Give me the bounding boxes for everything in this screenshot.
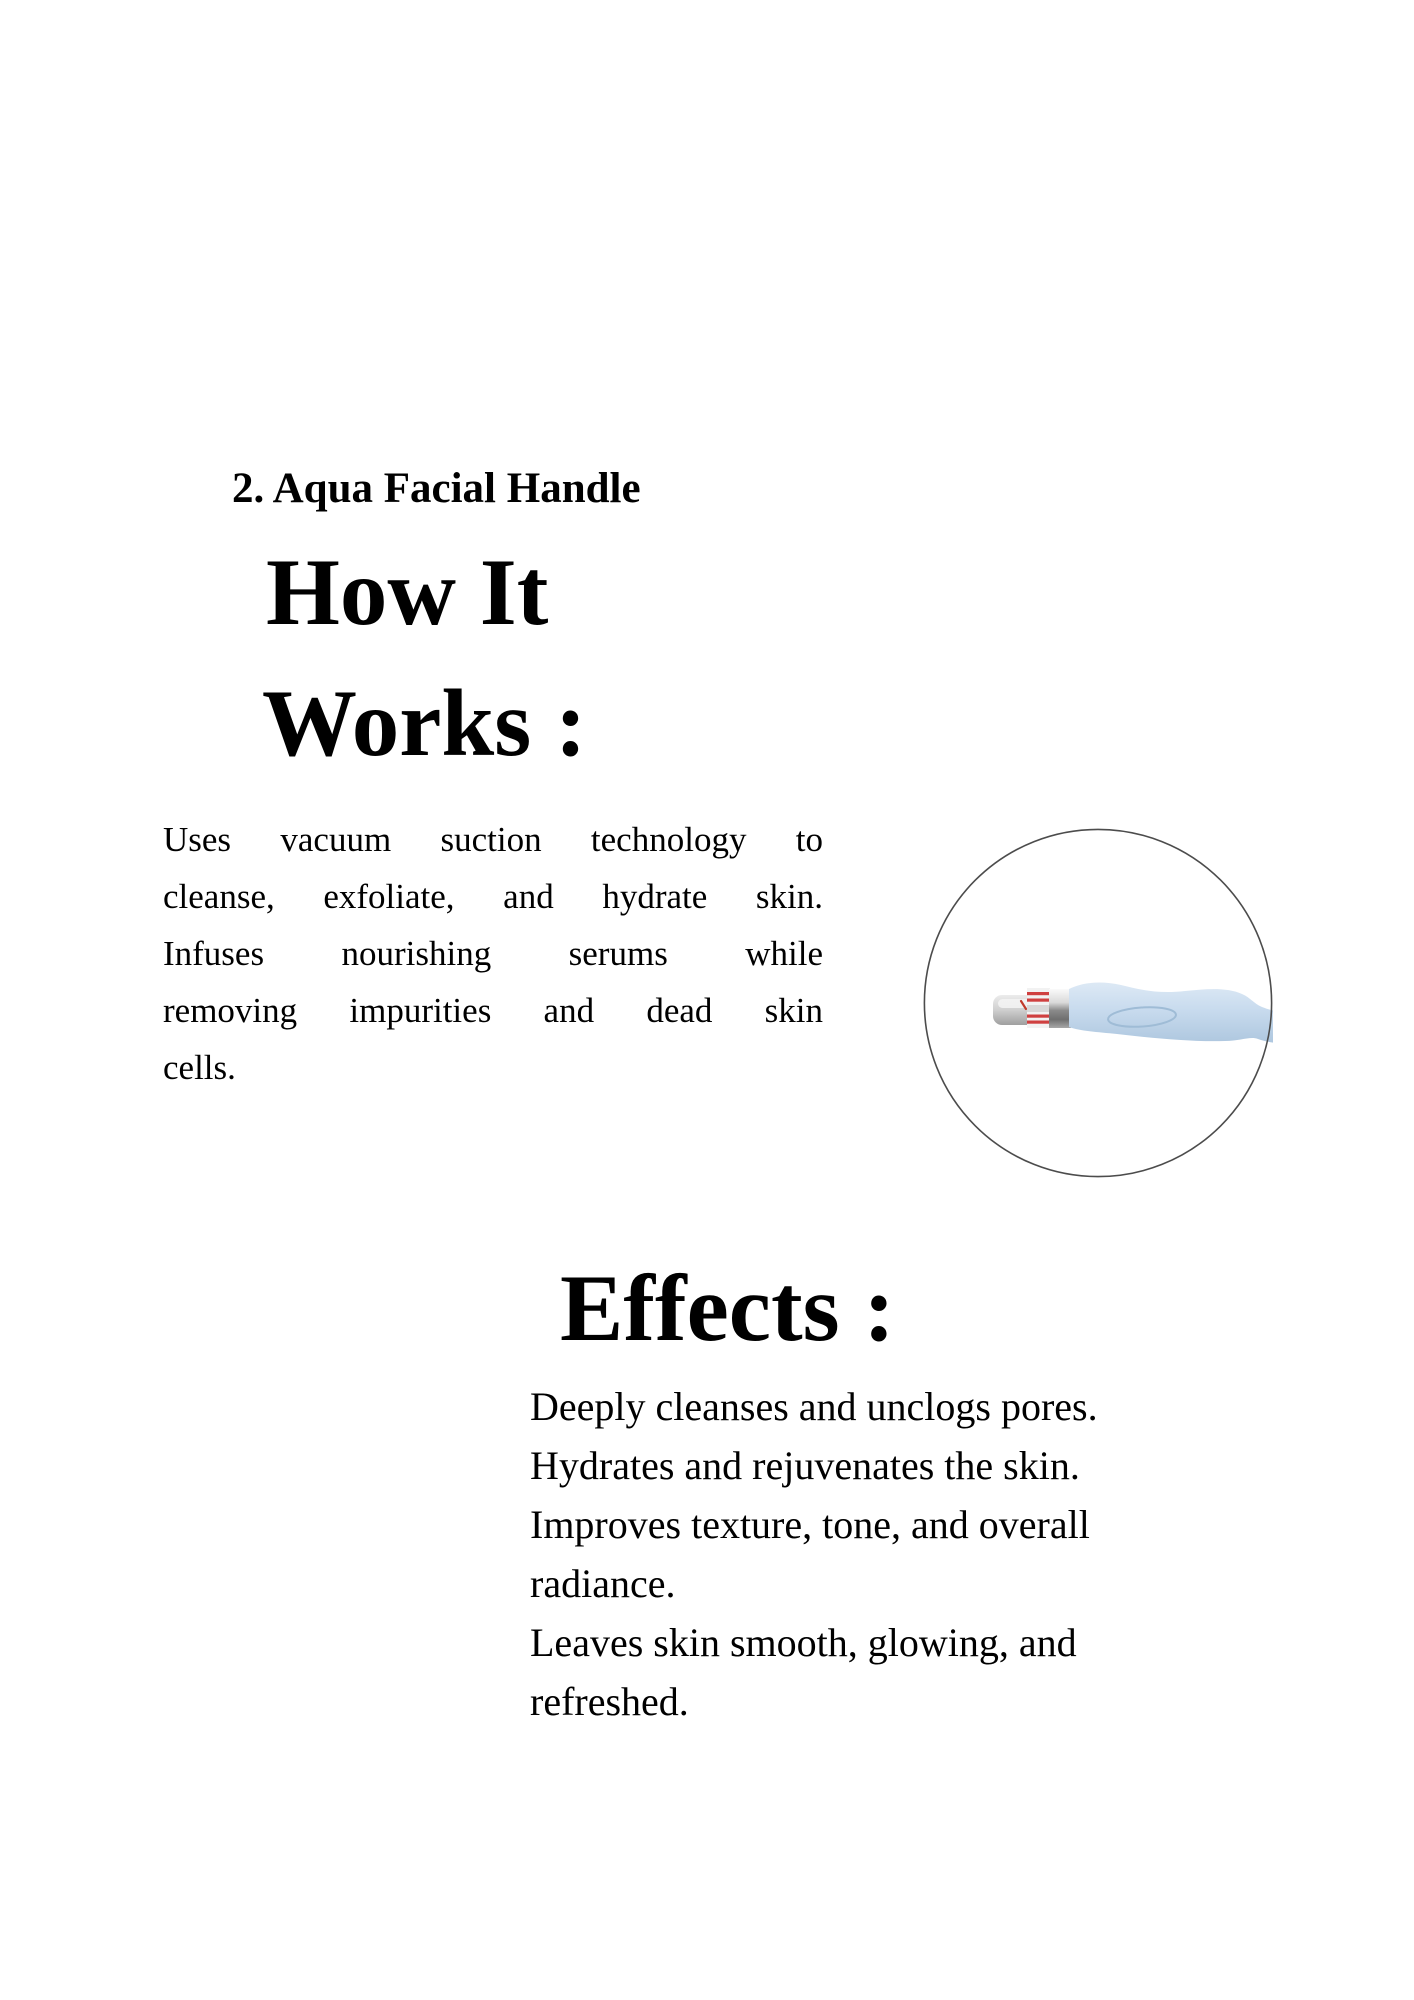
effects-title: Effects : xyxy=(560,1255,895,1361)
effects-line: Leaves skin smooth, glowing, and xyxy=(530,1620,1077,1665)
device-photo-frame xyxy=(923,828,1273,1178)
paragraph-line: removing impurities and dead skin xyxy=(163,991,823,1030)
aqua-facial-handle-image xyxy=(923,828,1273,1178)
effects-paragraph xyxy=(530,1377,1230,1731)
device-ring-band xyxy=(1027,988,1050,1028)
effects-line: radiance. xyxy=(530,1561,676,1606)
how-it-works-title-line2: Works : xyxy=(262,670,587,776)
device-chrome-collar xyxy=(1049,989,1071,1028)
effects-line: Hydrates and rejuvenates the skin. xyxy=(530,1443,1080,1488)
how-it-works-paragraph xyxy=(163,811,823,1096)
paragraph-line: cleanse, exfoliate, and hydrate skin. xyxy=(163,877,823,916)
effects-line: Deeply cleanses and unclogs pores. xyxy=(530,1384,1098,1429)
section-heading: 2. Aqua Facial Handle xyxy=(232,465,641,512)
how-it-works-title-line1: How It xyxy=(266,539,549,645)
paragraph-line: Infuses nourishing serums while xyxy=(163,934,823,973)
paragraph-line: Uses vacuum suction technology to xyxy=(163,820,823,859)
device-handle-body xyxy=(1069,982,1273,1043)
effects-line: Improves texture, tone, and overall xyxy=(530,1502,1090,1547)
paragraph-line: cells. xyxy=(163,1048,236,1087)
effects-line: refreshed. xyxy=(530,1679,689,1724)
